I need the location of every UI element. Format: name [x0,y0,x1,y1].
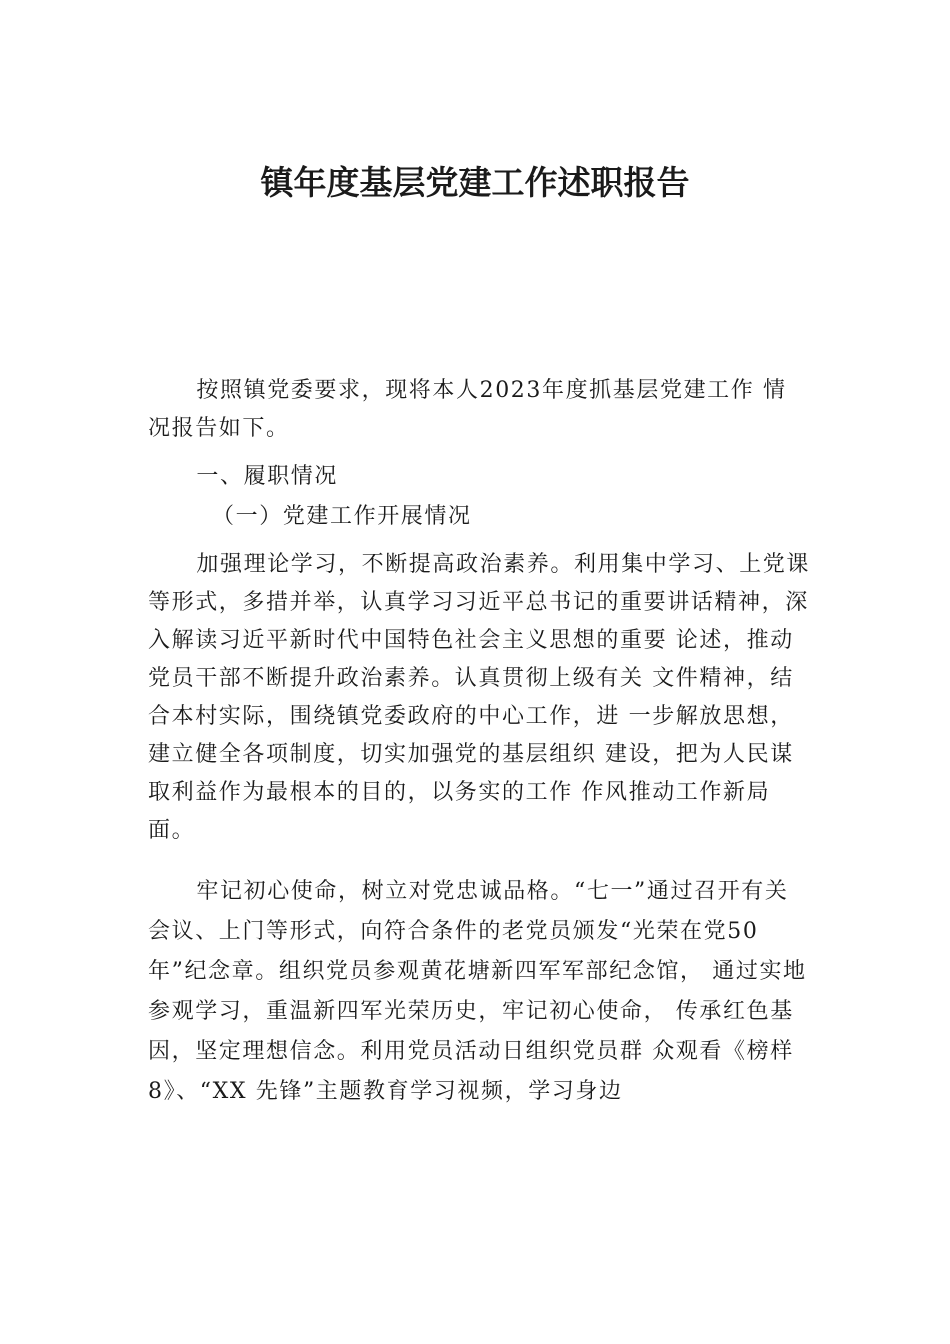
intro-paragraph: 按照镇党委要求，现将本人2023年度抓基层党建工作 情况报告如下。 [148,378,787,441]
body-paragraph-2: 牢记初心使命，树立对党忠诚品格。“七一”通过召开有关会议、上门等形式，向符合条件的老党员颁发“光荣在党50年”纪念章。组织党员参观黄花塘新四军军部纪念馆， 通过实地参观学习，重温新四军光荣历史，牢记初心使命， 传承红色基因，坚定理想信念。利用党员活动日组织党员群 众观看《榜样8》、“XX 先锋”主题教育学习视频，学习身边 [148,879,807,1104]
document-body [148,372,810,1112]
section-heading-1: 一、履职情况 [196,464,338,489]
subsection-heading-1: （一）党建工作开展情况 [212,504,472,529]
document-title: 镇年度基层党建工作述职报告 [260,163,690,202]
body-paragraph-1: 加强理论学习，不断提高政治素养。利用集中学习、上党课等形式，多措并举，认真学习习近平总书记的重要讲话精神，深入解读习近平新时代中国特色社会主义思想的重要 论述，推动党员干部不断提升政治素养。认真贯彻上级有关 文件精神，结合本村实际，围绕镇党委政府的中心工作，进 一步解放思想，建立健全各项制度，切实加强党的基层组织 建设，把为人民谋取利益作为最根本的目的，以务实的工作 作风推动工作新局面。 [148,552,810,843]
